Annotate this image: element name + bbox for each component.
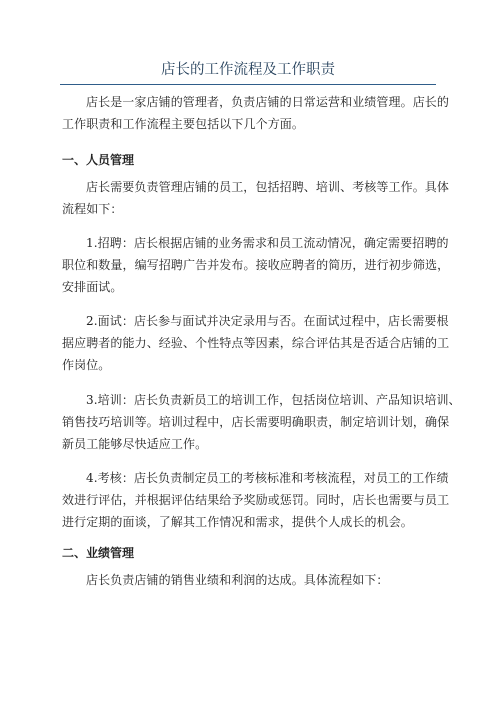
paragraph-line: 4.考核：店长负责制定员工的考核标准和考核流程，对员工的工作绩 — [86, 471, 449, 485]
paragraph-line: 2.面试：店长参与面试并决定录用与否。在面试过程中，店长需要根 — [86, 314, 449, 328]
title-divider — [60, 84, 436, 85]
paragraph-line: 作岗位。 — [62, 358, 111, 372]
paragraph-line: 店长需要负责管理店铺的员工，包括招聘、培训、考核等工作。具体 — [86, 180, 450, 194]
list-item-interview — [62, 310, 450, 376]
paragraph-line: 1.招聘：店长根据店铺的业务需求和员工流动情况，确定需要招聘的 — [86, 236, 449, 250]
list-item-training — [62, 389, 461, 455]
paragraph-line: 3.培训：店长负责新员工的培训工作，包括岗位培训、产品知识培训、 — [86, 393, 461, 407]
paragraph-line: 职位和数量，编写招聘广告并发布。接收应聘者的简历，进行初步筛选， — [62, 258, 450, 272]
section-heading-personnel: 一、人员管理 — [62, 153, 135, 167]
section-intro-personnel — [62, 176, 450, 220]
section-heading-performance: 二、业绩管理 — [62, 546, 135, 560]
intro-paragraph — [62, 91, 450, 135]
list-item-assessment — [62, 467, 450, 533]
paragraph-line: 据应聘者的能力、经验、个性特点等因素，综合评估其是否适合店铺的工 — [62, 336, 450, 350]
paragraph-line: 店长负责店铺的销售业绩和利润的达成。具体流程如下： — [86, 573, 389, 587]
paragraph-line: 进行定期的面谈，了解其工作情况和需求，提供个人成长的机会。 — [62, 515, 413, 529]
document-title: 店长的工作流程及工作职责 — [161, 62, 335, 78]
paragraph-line: 流程如下： — [62, 202, 123, 216]
paragraph-line: 销售技巧培训等。培训过程中，店长需要明确职责，制定培训计划，确保 — [62, 415, 450, 429]
paragraph-line: 店长是一家店铺的管理者，负责店铺的日常运营和业绩管理。店长的 — [86, 95, 450, 109]
section-intro-performance — [62, 569, 438, 591]
paragraph-line: 效进行评估，并根据评估结果给予奖励或惩罚。同时，店长也需要与员工 — [62, 493, 450, 507]
paragraph-line: 安排面试。 — [62, 280, 123, 294]
list-item-recruitment — [62, 232, 450, 298]
paragraph-line: 工作职责和工作流程主要包括以下几个方面。 — [62, 117, 305, 131]
paragraph-line: 新员工能够尽快适应工作。 — [62, 437, 208, 451]
